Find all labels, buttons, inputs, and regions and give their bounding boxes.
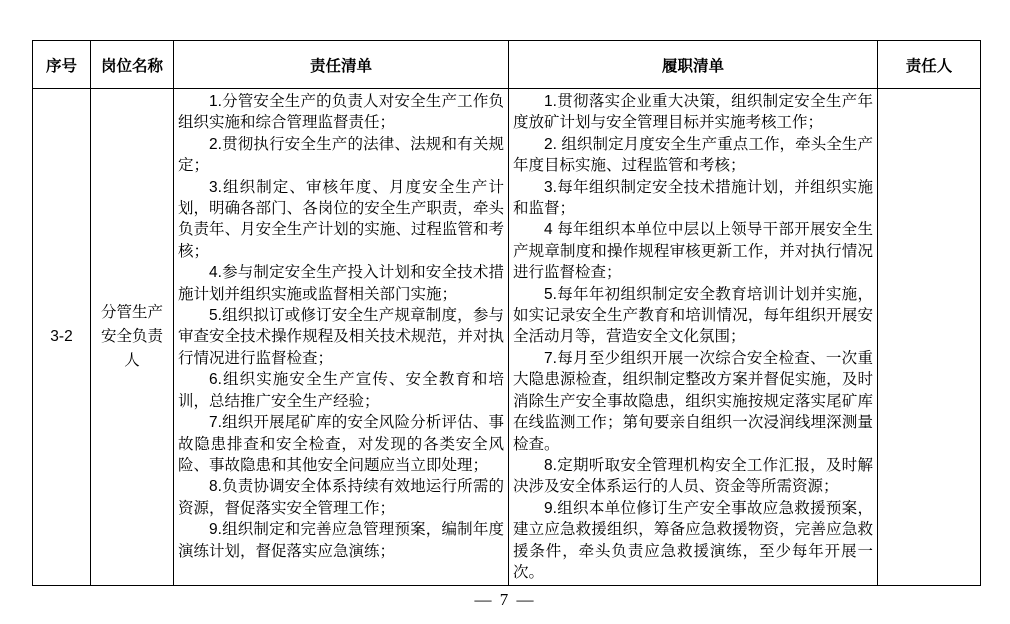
table-row <box>33 89 981 586</box>
cell-seq: 3-2 <box>33 89 91 586</box>
list-paragraph: 5.每年年初组织制定安全教育培训计划并实施，如实记录安全生产教育和培训情况，每年组织开展安全活动月等，营造安全文化氛围； <box>513 285 873 346</box>
list-paragraph: 5.组织拟订或修订安全生产规章制度，参与审查安全技术操作规程及相关技术规范，并对执行情况进行监督检查； <box>178 307 504 367</box>
list-paragraph: 8.定期听取安全管理机构安全工作汇报，及时解决涉及安全体系运行的人员、资金等所需资源； <box>513 456 873 496</box>
cell-responsible-person <box>878 89 981 586</box>
list-paragraph: 2.贯彻执行安全生产的法律、法规和有关规定； <box>178 135 504 175</box>
list-paragraph: 3.组织制定、审核年度、月度安全生产计划，明确各部门、各岗位的安全生产职责，牵头负责年、月安全生产计划的实施、过程监管和考核； <box>178 178 504 260</box>
page-number: — 7 — <box>474 590 536 609</box>
page-footer <box>0 590 1010 610</box>
header-position: 岗位名称 <box>91 41 174 89</box>
list-paragraph: 9.组织制定和完善应急管理预案，编制年度演练计划，督促落实应急演练； <box>178 521 504 560</box>
list-paragraph: 7.每月至少组织开展一次综合安全检查、一次重大隐患源检查，组织制定整改方案并督促实施，及时消除生产安全事故隐患，组织实施按规定落实尾矿库在线监测工作；第旬要亲自组织一次浸润线埋深测量检查。 <box>513 349 873 453</box>
header-performance-list: 履职清单 <box>509 41 878 89</box>
list-paragraph: 9.组织本单位修订生产安全事故应急救援预案，建立应急救援组织，筹备应急救援物资，完善应急救援条件，牵头负责应急救援演练，至少每年开展一次。 <box>513 499 873 581</box>
list-paragraph: 4.参与制定安全生产投入计划和安全技术措施计划并组织实施或监督相关部门实施； <box>178 264 504 303</box>
table-header-row <box>33 41 981 89</box>
list-paragraph: 4 每年组织本单位中层以上领导干部开展安全生产规章制度和操作规程审核更新工作，并对执行情况进行监督检查； <box>513 221 873 282</box>
header-seq: 序号 <box>33 41 91 89</box>
header-duty-list: 责任清单 <box>174 41 509 89</box>
list-paragraph: 1.贯彻落实企业重大决策，组织制定安全生产年度放矿计划与安全管理目标并实施考核工作； <box>513 93 873 132</box>
cell-duty-list <box>174 89 509 586</box>
list-paragraph: 8.负责协调安全体系持续有效地运行所需的资源，督促落实安全管理工作； <box>178 478 504 517</box>
cell-performance-list <box>509 89 878 586</box>
header-responsible-person: 责任人 <box>878 41 981 89</box>
list-paragraph: 1.分管安全生产的负责人对安全生产工作负组织实施和综合管理监督责任； <box>178 93 504 132</box>
cell-position: 分管生产安全负责人 <box>91 89 174 586</box>
list-paragraph: 2. 组织制定月度安全生产重点工作，牵头全生产年度目标实施、过程监管和考核； <box>513 135 873 175</box>
list-paragraph: 3.每年组织制定安全技术措施计划，并组织实施和监督； <box>513 178 873 218</box>
responsibility-table <box>32 40 981 586</box>
list-paragraph: 7.组织开展尾矿库的安全风险分析评估、事故隐患排查和安全检查，对发现的各类安全风险、事故隐患和其他安全问题应当立即处理； <box>178 414 504 474</box>
list-paragraph: 6.组织实施安全生产宣传、安全教育和培训，总结推广安全生产经验； <box>178 371 504 410</box>
